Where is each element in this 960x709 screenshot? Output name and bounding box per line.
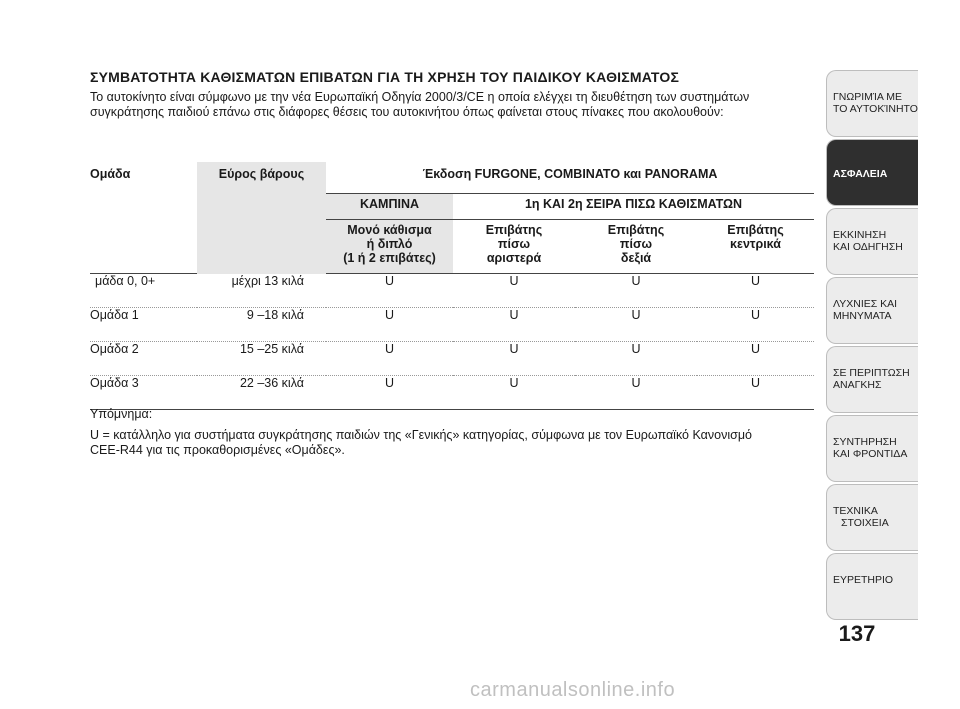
legend-notes [90,407,810,458]
value-cell: U [509,274,519,288]
chapter-sidebar [826,70,918,622]
tab-maintenance[interactable]: ΣΥΝΤΗΡΗΣΗ ΚΑΙ ΦΡΟΝΤΙΔΑ [826,415,918,482]
value-cell: U [575,376,697,410]
value-cell: U [326,376,453,410]
table-row [90,342,814,376]
tab-getting-to-know[interactable]: ΓΝΩΡΙΜΊΑ ΜΕ ΤΟ ΑΥΤΟΚΊΝΗΤΟ [826,70,918,137]
intro-line: συγκράτησης παιδιού επάνω στις διάφορες θέσεις του αυτοκινήτου όπως φαίνεται στους πίνακες που ακολουθούν: [90,105,724,119]
header-single-seat: Μονό κάθισμα ή διπλό (1 ή 2 επιβάτες) [326,220,453,274]
group-cell: μάδα 0, 0+ [95,274,156,288]
tab-index[interactable]: ΕΥΡΕΤΗΡΙΟ [826,553,918,620]
group-cell: Ομάδα 1 [90,308,197,342]
table-row [90,308,814,342]
page-title: ΣΥΜΒΑΤΟΤΗΤΑ ΚΑΘΙΣΜΑΤΩΝ ΕΠΙΒΑΤΩΝ ΓΙΑ ΤΗ ΧΡΗΣΗ ΤΟΥ ΠΑΙΔΙΚΟΥ ΚΑΘΙΣΜΑΤΟΣ [90,69,680,85]
header-rear-right: Επιβάτης πίσω δεξιά [575,220,697,274]
weight-cell: μέχρι 13 κιλά [231,273,304,288]
value-cell: U [697,308,814,342]
value-cell: U [697,376,814,410]
header-cabin: ΚΑΜΠΙΝΑ [326,194,453,220]
legend-text: CEE-R44 για τις προκαθορισμένες «Ομάδες». [90,443,345,457]
value-cell: U [697,342,814,376]
value-cell: U [326,342,453,376]
tab-starting-driving[interactable]: ΕΚΚΙΝΗΣΗ ΚΑΙ ΟΔΗΓΗΣΗ [826,208,918,275]
table-row [90,376,814,410]
legend-text: U = κατάλληλο για συστήματα συγκράτησης παιδιών της «Γενικής» κατηγορίας, σύμφωνα με τον Ευρωπαϊκό Κανονισμό [90,428,752,442]
seat-compatibility-table [90,162,814,410]
weight-cell: 22 –36 κιλά [197,376,326,410]
value-cell: U [384,274,395,288]
intro-line: Το αυτοκίνητο είναι σύμφωνο με την νέα Ευρωπαϊκή Οδηγία 2000/3/CE η οποία ελέγχει τη διευθέτηση των συστημάτων [90,90,750,104]
weight-cell: 15 –25 κιλά [197,342,326,376]
tab-warning-lights[interactable]: ΛΥΧΝΙΕΣ ΚΑΙ ΜΗΝΥΜΑΤΑ [826,277,918,344]
header-center: Επιβάτης κεντρικά [697,220,814,274]
value-cell: U [575,342,697,376]
value-cell: U [575,308,697,342]
value-cell: U [453,376,575,410]
value-cell: U [453,308,575,342]
intro-paragraph [90,90,810,120]
tab-safety[interactable]: ΑΣΦΑΛΕΙΑ [826,139,918,206]
tab-technical-data[interactable]: ΤΕΧΝΙΚΑ ΣΤΟΙΧΕΙΑ [826,484,918,551]
table-header-row [90,162,814,194]
group-cell: Ομάδα 2 [90,342,197,376]
group-cell: Ομάδα 3 [90,376,197,410]
value-cell: U [326,308,453,342]
header-version: Έκδοση FURGONE, COMBINATO και PANORAMA [422,167,718,181]
weight-cell: 9 –18 κιλά [197,308,326,342]
value-cell: U [750,274,761,288]
header-rear-rows: 1η ΚΑΙ 2η ΣΕΙΡΑ ΠΙΣΩ ΚΑΘΙΣΜΑΤΩΝ [453,194,814,220]
header-rear-left: Επιβάτης πίσω αριστερά [453,220,575,274]
watermark: carmanualsonline.info [470,679,676,701]
value-cell: U [631,274,641,288]
table-row [90,274,814,308]
legend-label: Υπόμνημα: [90,407,153,421]
header-weight: Εύρος βάρους [197,162,326,274]
header-group: Ομάδα [90,167,131,181]
value-cell: U [453,342,575,376]
tab-emergency[interactable]: ΣΕ ΠΕΡΙΠΤΩΣΗ ΑΝΑΓΚΗΣ [826,346,918,413]
page-number: 137 [838,621,876,646]
